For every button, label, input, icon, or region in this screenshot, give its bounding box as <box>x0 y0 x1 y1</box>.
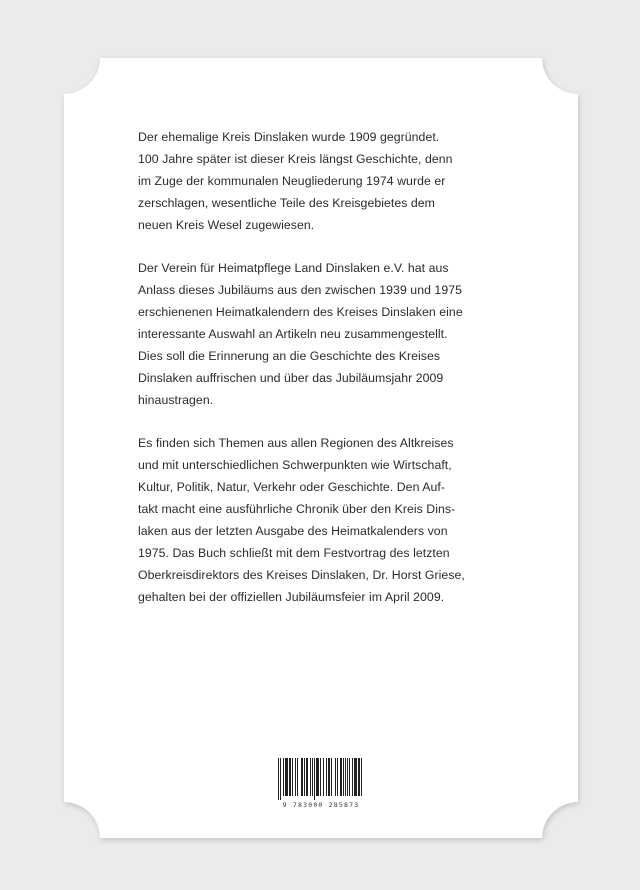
barcode-bar <box>283 758 284 796</box>
barcode-bars <box>276 758 366 800</box>
barcode-bar <box>345 758 346 796</box>
barcode-bar <box>352 758 353 796</box>
barcode-bar <box>297 758 298 796</box>
barcode-bar <box>328 758 330 796</box>
barcode-bar <box>349 758 350 796</box>
barcode-bar <box>280 758 281 800</box>
barcode-bar <box>304 758 305 796</box>
blurb-paragraph-2: Der Verein für Heimatpflege Land Dinslaken e.V. hat aus Anlass dieses Jubiläums aus den zwischen 1939 und 1975 erschienenen Heimatkalendern des Kreises Dinslaken eine interessante Auswahl an Artikeln neu zusammengestellt. Dies soll die Erinnerung an die Geschichte des Kreises Dinslaken auffrischen und über das Jubiläumsjahr 2009 hinaustragen. <box>138 261 463 407</box>
barcode-bar <box>320 758 321 796</box>
barcode-bar <box>326 758 327 796</box>
barcode-bar <box>347 758 348 796</box>
barcode-bar <box>306 758 308 796</box>
barcode-bar <box>292 758 293 796</box>
barcode-bar <box>354 758 357 796</box>
blurb-paragraph-3: Es finden sich Themen aus allen Regionen des Altkreises und mit unterschiedlichen Schwerpunkten wie Wirtschaft, Kultur, Politik, Natur, Verkehr oder Geschichte. Den Auf- takt macht eine ausführliche Chronik über den Kreis Dins- laken aus der letzten Ausgabe des Heimatkalenders von 1975. Das Buch schließt mit dem Festvortrag des letzten Oberkreisdirektors des Kreises Dinslaken, Dr. Horst Griese, gehalten bei der offiziellen Jubiläumsfeier im April 2009. <box>138 436 465 604</box>
barcode-bar <box>358 758 360 796</box>
barcode-bar <box>331 758 332 796</box>
barcode-bar <box>323 758 324 796</box>
barcode-bar <box>335 758 336 796</box>
barcode-bar <box>278 758 279 800</box>
barcode-bar <box>289 758 291 796</box>
barcode-bar <box>295 758 296 796</box>
barcode-bar <box>301 758 303 796</box>
barcode-bar <box>310 758 311 796</box>
barcode-bar <box>314 758 315 800</box>
barcode-number: 9 783000 285873 <box>282 801 360 809</box>
barcode-bar <box>340 758 342 796</box>
blurb-paragraph-1: Der ehemalige Kreis Dinslaken wurde 1909 gegründet. 100 Jahre später ist dieser Kreis längst Geschichte, denn im Zuge der kommunalen Neugliederung 1974 wurde er zerschlagen, wesentliche Teile des Kreisgebietes dem neuen Kreis Wesel zugewiesen. <box>138 130 453 232</box>
barcode-bar <box>316 758 319 796</box>
barcode-bar <box>285 758 288 796</box>
barcode-bar <box>312 758 313 796</box>
isbn-barcode <box>276 758 366 809</box>
barcode-bar <box>361 758 362 796</box>
blurb-text <box>138 126 518 629</box>
barcode-bar <box>343 758 344 796</box>
barcode-bar <box>337 758 338 796</box>
